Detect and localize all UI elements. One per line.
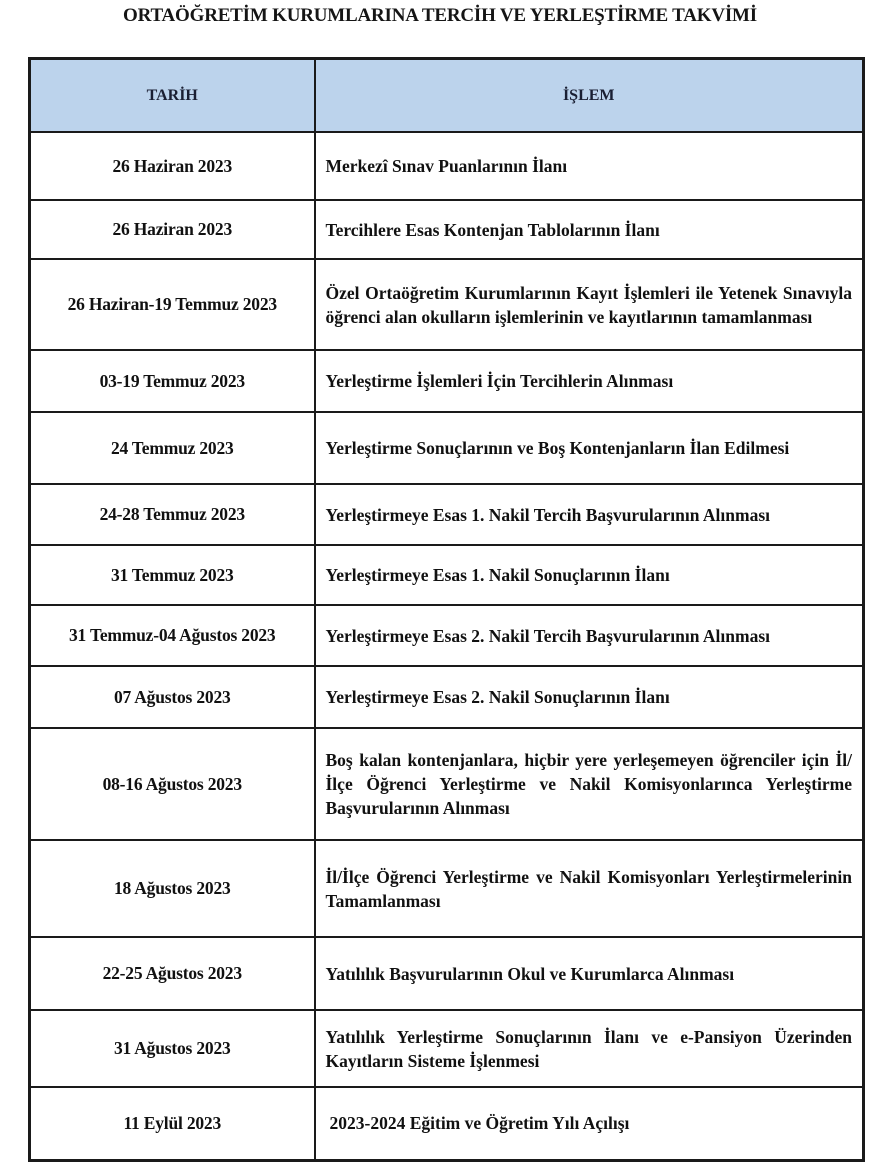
row-date: 26 Haziran 2023 xyxy=(30,200,315,259)
table-row xyxy=(30,200,864,259)
row-action: Boş kalan kontenjanlara, hiçbir yere yerleşemeyen öğrenciler için İl/İlçe Öğrenci Yerleştirme ve Nakil Komisyonlarınca Yerleştirme Başvurularının Alınması xyxy=(315,728,864,840)
table-row xyxy=(30,666,864,728)
document-title: ORTAÖĞRETİM KURUMLARINA TERCİH VE YERLEŞTİRME TAKVİMİ xyxy=(123,5,757,26)
row-date: 07 Ağustos 2023 xyxy=(30,666,315,728)
row-action: Yerleştirmeye Esas 1. Nakil Sonuçlarının İlanı xyxy=(315,545,864,605)
row-action: Yatılılık Yerleştirme Sonuçlarının İlanı ve e-Pansiyon Üzerinden Kayıtların Sisteme İşlenmesi xyxy=(315,1010,864,1087)
row-date: 22-25 Ağustos 2023 xyxy=(30,937,315,1010)
row-action: Özel Ortaöğretim Kurumlarının Kayıt İşlemleri ile Yetenek Sınavıyla öğrenci alan okulların işlemlerinin ve kayıtlarının tamamlanması xyxy=(315,259,864,350)
table-row xyxy=(30,937,864,1010)
row-date: 31 Temmuz-04 Ağustos 2023 xyxy=(30,605,315,666)
table-row xyxy=(30,605,864,666)
table-row xyxy=(30,132,864,200)
table-row xyxy=(30,1010,864,1087)
row-date: 31 Temmuz 2023 xyxy=(30,545,315,605)
table-header-row xyxy=(30,59,864,133)
table-row xyxy=(30,412,864,484)
row-date: 26 Haziran-19 Temmuz 2023 xyxy=(30,259,315,350)
table-row xyxy=(30,259,864,350)
row-action: Yerleştirme İşlemleri İçin Tercihlerin Alınması xyxy=(315,350,864,412)
table-row xyxy=(30,350,864,412)
row-date: 31 Ağustos 2023 xyxy=(30,1010,315,1087)
row-action: Yerleştirmeye Esas 1. Nakil Tercih Başvurularının Alınması xyxy=(315,484,864,545)
row-action: Yerleştirme Sonuçlarının ve Boş Kontenjanların İlan Edilmesi xyxy=(315,412,864,484)
table-row xyxy=(30,1087,864,1160)
row-action: Merkezî Sınav Puanlarının İlanı xyxy=(315,132,864,200)
row-date: 18 Ağustos 2023 xyxy=(30,840,315,937)
row-action: Tercihlere Esas Kontenjan Tablolarının İlanı xyxy=(315,200,864,259)
row-action: İl/İlçe Öğrenci Yerleştirme ve Nakil Komisyonları Yerleştirmelerinin Tamamlanması xyxy=(315,840,864,937)
column-header-date: TARİH xyxy=(30,59,315,133)
row-date: 24-28 Temmuz 2023 xyxy=(30,484,315,545)
row-date: 24 Temmuz 2023 xyxy=(30,412,315,484)
column-header-action: İŞLEM xyxy=(315,59,864,133)
schedule-table xyxy=(28,57,865,1162)
row-action: Yatılılık Başvurularının Okul ve Kurumlarca Alınması xyxy=(315,937,864,1010)
table-row xyxy=(30,840,864,937)
row-date: 11 Eylül 2023 xyxy=(30,1087,315,1160)
row-action: Yerleştirmeye Esas 2. Nakil Sonuçlarının İlanı xyxy=(315,666,864,728)
row-date: 03-19 Temmuz 2023 xyxy=(30,350,315,412)
table-row xyxy=(30,728,864,840)
table-row xyxy=(30,484,864,545)
row-date: 26 Haziran 2023 xyxy=(30,132,315,200)
row-date: 08-16 Ağustos 2023 xyxy=(30,728,315,840)
row-action: Yerleştirmeye Esas 2. Nakil Tercih Başvurularının Alınması xyxy=(315,605,864,666)
table-row xyxy=(30,545,864,605)
row-action: 2023-2024 Eğitim ve Öğretim Yılı Açılışı xyxy=(315,1087,864,1160)
